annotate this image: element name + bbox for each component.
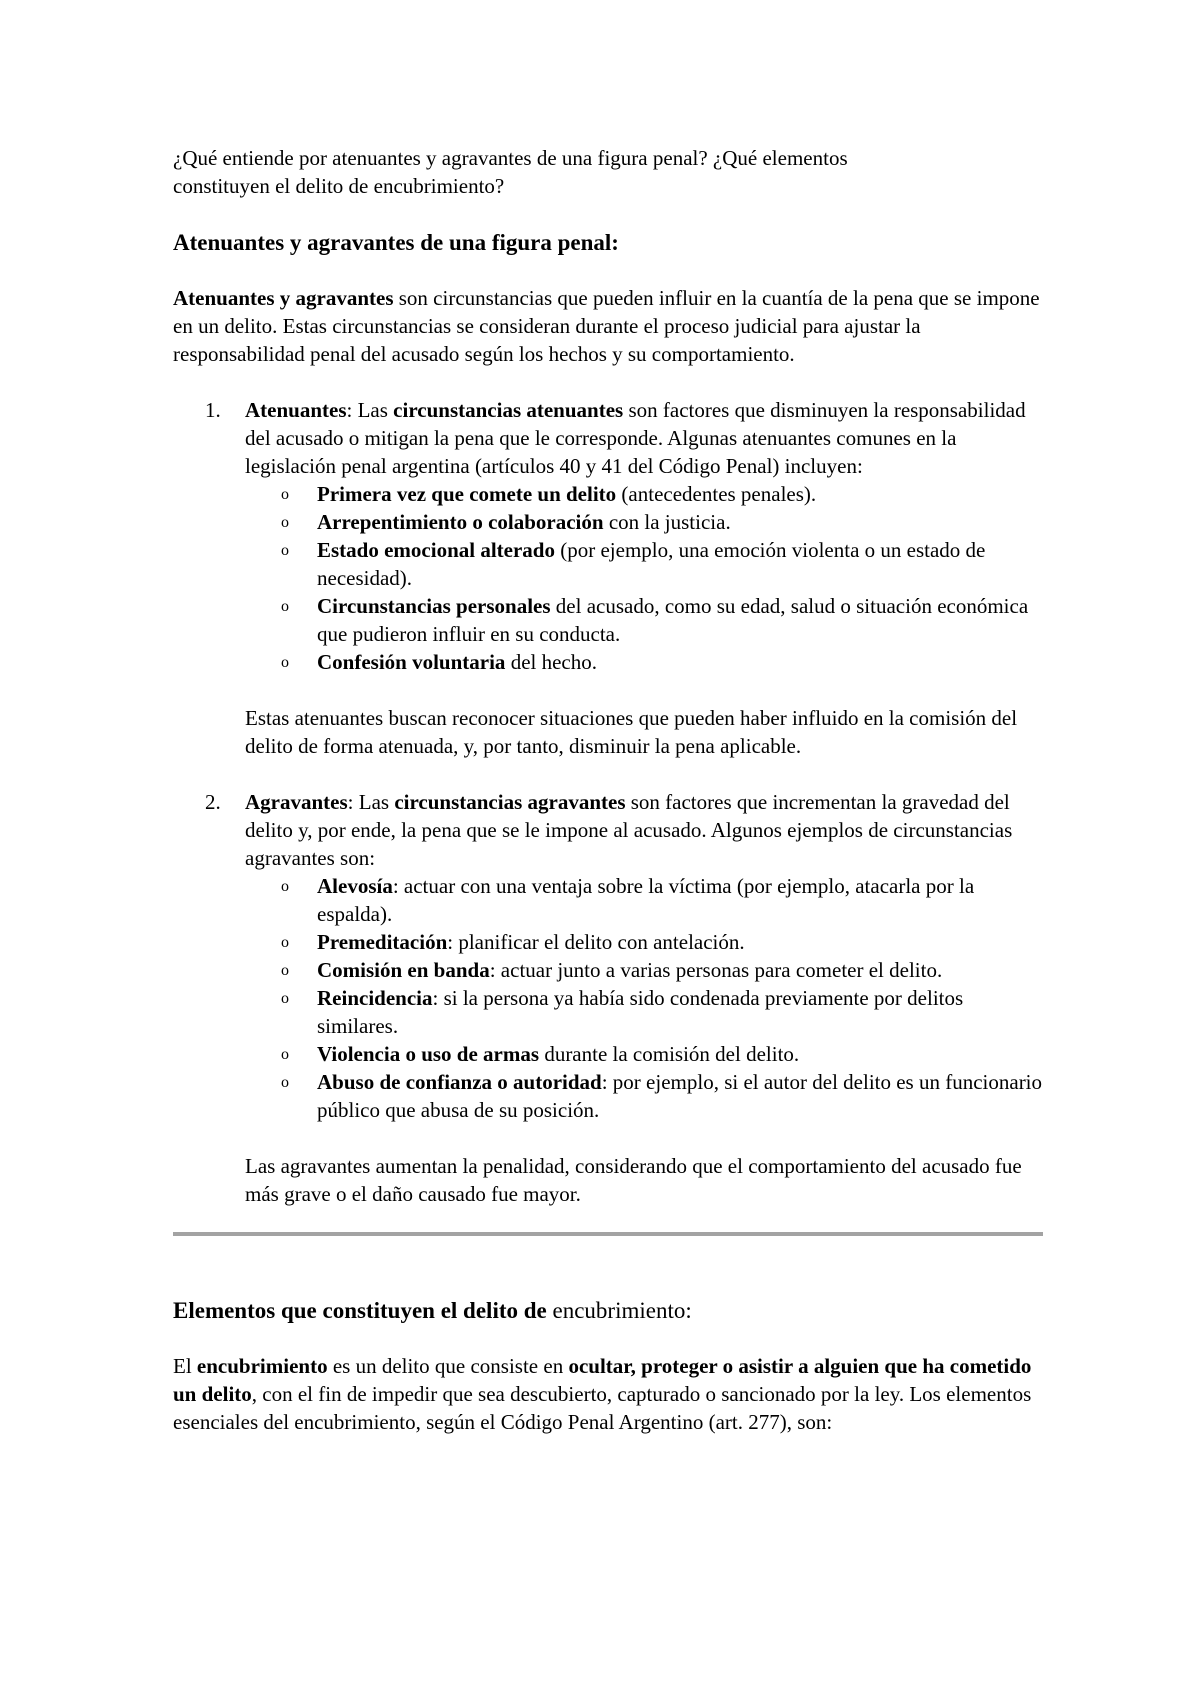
list-number: 1.	[205, 398, 221, 422]
spacer	[245, 760, 1043, 788]
sub-bold: Confesión voluntaria	[317, 650, 506, 674]
item-label: Agravantes	[245, 790, 348, 814]
atenuantes-sublist	[245, 480, 1043, 676]
intro-line-1: ¿Qué entiende por atenuantes y agravantes de una figura penal? ¿Qué elementos	[173, 146, 848, 170]
list-item	[245, 480, 1043, 508]
para-bold: ocultar, proteger o asistir a alguien que ha cometido un delito	[173, 1354, 1032, 1406]
para-bold: encubrimiento	[196, 1354, 328, 1378]
section2-heading	[173, 1296, 1043, 1326]
section1-para-text: son circunstancias que pueden influir en la cuantía de la pena que se impone en un delito. Estas circunstancias se consideran durante el proceso judicial para ajustar la responsabilidad penal del acusado según los hechos y su comportamiento.	[173, 286, 1040, 366]
item-mid-text: : Las	[346, 398, 394, 422]
list-item	[245, 956, 1043, 984]
bullet-icon: o	[281, 514, 289, 531]
sub-text: : actuar con una ventaja sobre la víctima (por ejemplo, atacarla por la espalda).	[317, 874, 975, 926]
sub-text: del hecho.	[505, 650, 597, 674]
list-item	[245, 1040, 1043, 1068]
intro-question	[173, 144, 1043, 200]
sub-bold: Estado emocional alterado	[317, 538, 555, 562]
list-item	[245, 648, 1043, 676]
section2-paragraph	[173, 1352, 1043, 1436]
section2-heading-light: encubrimiento:	[546, 1298, 692, 1323]
sub-bold: Abuso de confianza o autoridad	[317, 1070, 602, 1094]
bullet-icon: o	[281, 1074, 289, 1091]
sub-bold: Circunstancias personales	[317, 594, 551, 618]
sub-text: del acusado, como su edad, salud o situación económica que pudieron influir en su conducta.	[317, 594, 1029, 646]
list-item-text	[245, 788, 1043, 872]
list-item-agravantes	[173, 788, 1043, 1208]
bullet-icon: o	[281, 486, 289, 503]
list-item	[245, 508, 1043, 536]
sub-text: (antecedentes penales).	[616, 482, 817, 506]
document-page	[173, 144, 1043, 1436]
item-description: son factores que incrementan la gravedad del delito y, por ende, la pena que se le impone al acusado. Algunos ejemplos de circunstancias agravantes son:	[245, 790, 1013, 870]
list-number: 2.	[205, 790, 221, 814]
bullet-icon: o	[281, 1046, 289, 1063]
section-divider	[173, 1232, 1043, 1236]
para-text: es un delito que consiste en	[327, 1354, 569, 1378]
intro-line-2: constituyen el delito de encubrimiento?	[173, 174, 505, 198]
list-item	[245, 536, 1043, 592]
bullet-icon: o	[281, 934, 289, 951]
section2	[173, 1296, 1043, 1436]
bullet-icon: o	[281, 542, 289, 559]
list-item	[245, 928, 1043, 956]
sub-text: con la justicia.	[603, 510, 731, 534]
sub-bold: Reincidencia	[317, 986, 433, 1010]
item-description: son factores que disminuyen la responsabilidad del acusado o mitigan la pena que le corresponde. Algunas atenuantes comunes en la legislación penal argentina (artículos 40 y 41 del Código Penal) incluyen:	[245, 398, 1026, 478]
sub-text: : planificar el delito con antelación.	[447, 930, 745, 954]
section2-heading-bold: Elementos que constituyen el delito de	[173, 1298, 547, 1323]
sub-bold: Arrepentimiento o colaboración	[317, 510, 604, 534]
sub-text: : si la persona ya había sido condenada previamente por delitos similares.	[317, 986, 964, 1038]
sub-text: : por ejemplo, si el autor del delito es un funcionario público que abusa de su posición.	[317, 1070, 1043, 1122]
sub-bold: Comisión en banda	[317, 958, 490, 982]
section1-para-bold: Atenuantes y agravantes	[173, 286, 394, 310]
item-bold-term: circunstancias agravantes	[394, 790, 626, 814]
criteria-list	[173, 396, 1043, 1208]
list-item-text	[245, 396, 1043, 480]
sub-text: : actuar junto a varias personas para cometer el delito.	[489, 958, 943, 982]
list-item	[245, 984, 1043, 1040]
list-item-atenuantes	[173, 396, 1043, 788]
section1-heading: Atenuantes y agravantes de una figura penal:	[173, 230, 619, 255]
sub-bold: Alevosía	[317, 874, 393, 898]
sub-bold: Violencia o uso de armas	[317, 1042, 540, 1066]
para-text: , con el fin de impedir que sea descubierto, capturado o sancionado por la ley. Los elementos esenciales del encubrimiento, según el Código Penal Argentino (art. 277), son:	[173, 1382, 1032, 1434]
bullet-icon: o	[281, 962, 289, 979]
bullet-icon: o	[281, 878, 289, 895]
agravantes-sublist	[245, 872, 1043, 1124]
list-item	[245, 872, 1043, 928]
atenuantes-closing: Estas atenuantes buscan reconocer situaciones que pueden haber influido en la comisión del delito de forma atenuada, y, por tanto, disminuir la pena aplicable.	[245, 706, 1018, 758]
list-item	[245, 1068, 1043, 1124]
section1-paragraph	[173, 284, 1043, 368]
agravantes-closing: Las agravantes aumentan la penalidad, considerando que el comportamiento del acusado fue más grave o el daño causado fue mayor.	[245, 1154, 1022, 1206]
bullet-icon: o	[281, 598, 289, 615]
sub-bold: Premeditación	[317, 930, 448, 954]
item-mid-text: : Las	[347, 790, 395, 814]
sub-text: durante la comisión del delito.	[539, 1042, 800, 1066]
item-bold-term: circunstancias atenuantes	[393, 398, 624, 422]
sub-text: (por ejemplo, una emoción violenta o un estado de necesidad).	[317, 538, 986, 590]
list-item	[245, 592, 1043, 648]
item-label: Atenuantes	[245, 398, 347, 422]
bullet-icon: o	[281, 654, 289, 671]
para-text: El	[173, 1354, 197, 1378]
sub-bold: Primera vez que comete un delito	[317, 482, 617, 506]
bullet-icon: o	[281, 990, 289, 1007]
